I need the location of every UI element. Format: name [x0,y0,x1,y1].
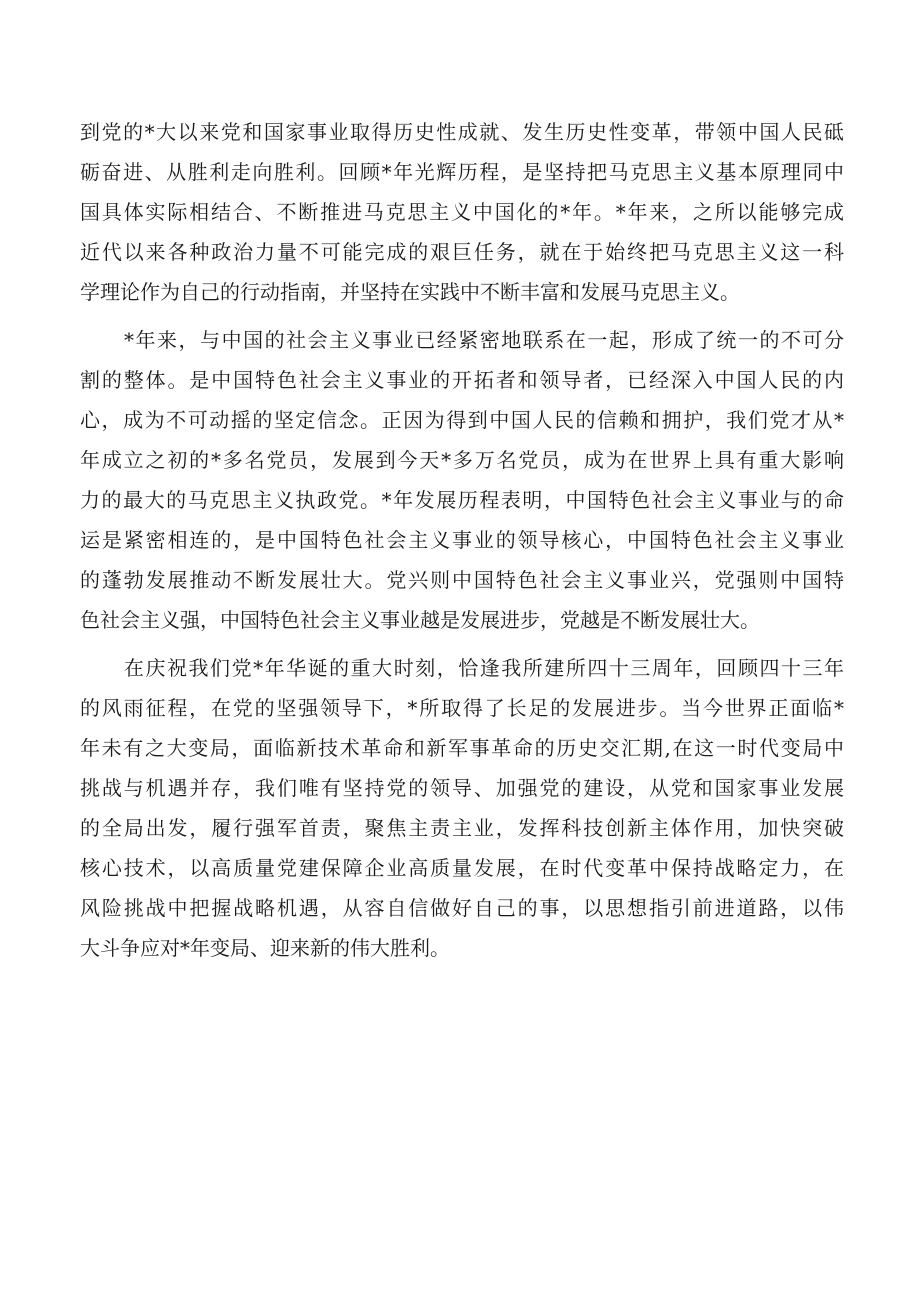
text-line: 核心技术，以高质量党建保障企业高质量发展，在时代变革中保持战略定力，在 [80,856,844,880]
text-line: 力的最大的马克思主义执政党。*年发展历程表明，中国特色社会主义事业与的命 [80,488,844,512]
document-body [80,112,844,976]
paragraph-3 [80,648,844,968]
text-line: 的风雨征程，在党的坚强领导下，*所取得了长足的发展进步。当今世界正面临* [80,696,844,720]
text-line: 的全局出发，履行强军首责，聚焦主责主业，发挥科技创新主体作用，加快突破 [80,816,844,840]
text-line: 在庆祝我们党*年华诞的重大时刻，恰逢我所建所四十三周年，回顾四十三年 [124,656,844,680]
text-line: 的蓬勃发展推动不断发展壮大。党兴则中国特色社会主义事业兴，党强则中国特 [80,568,844,592]
text-line: 运是紧密相连的，是中国特色社会主义事业的领导核心，中国特色社会主义事业 [80,528,844,552]
text-line: 大斗争应对*年变局、迎来新的伟大胜利。 [80,936,450,960]
text-line: 挑战与机遇并存，我们唯有坚持党的领导、加强党的建设，从党和国家事业发展 [80,776,844,800]
text-line: 色社会主义强，中国特色社会主义事业越是发展进步，党越是不断发展壮大。 [80,608,760,632]
paragraph-1 [80,112,844,312]
text-line: 砺奋进、从胜利走向胜利。回顾*年光辉历程，是坚持把马克思主义基本原理同中 [80,160,844,184]
text-line: 到党的*大以来党和国家事业取得历史性成就、发生历史性变革，带领中国人民砥 [80,120,844,144]
text-line: 心，成为不可动摇的坚定信念。正因为得到中国人民的信赖和拥护，我们党才从* [80,408,844,432]
text-line: 割的整体。是中国特色社会主义事业的开拓者和领导者，已经深入中国人民的内 [80,368,844,392]
text-line: 国具体实际相结合、不断推进马克思主义中国化的*年。*年来，之所以能够完成 [80,200,844,224]
paragraph-2 [80,320,844,640]
text-line: 学理论作为自己的行动指南，并坚持在实践中不断丰富和发展马克思主义。 [80,280,740,304]
text-line: *年来，与中国的社会主义事业已经紧密地联系在一起，形成了统一的不可分 [124,328,844,352]
text-line: 风险挑战中把握战略机遇，从容自信做好自己的事，以思想指引前进道路，以伟 [80,896,844,920]
text-line: 年未有之大变局，面临新技术革命和新军事革命的历史交汇期,在这一时代变局中 [80,736,844,760]
text-line: 年成立之初的*多名党员，发展到今天*多万名党员，成为在世界上具有重大影响 [80,448,844,472]
text-line: 近代以来各种政治力量不可能完成的艰巨任务，就在于始终把马克思主义这一科 [80,240,844,264]
